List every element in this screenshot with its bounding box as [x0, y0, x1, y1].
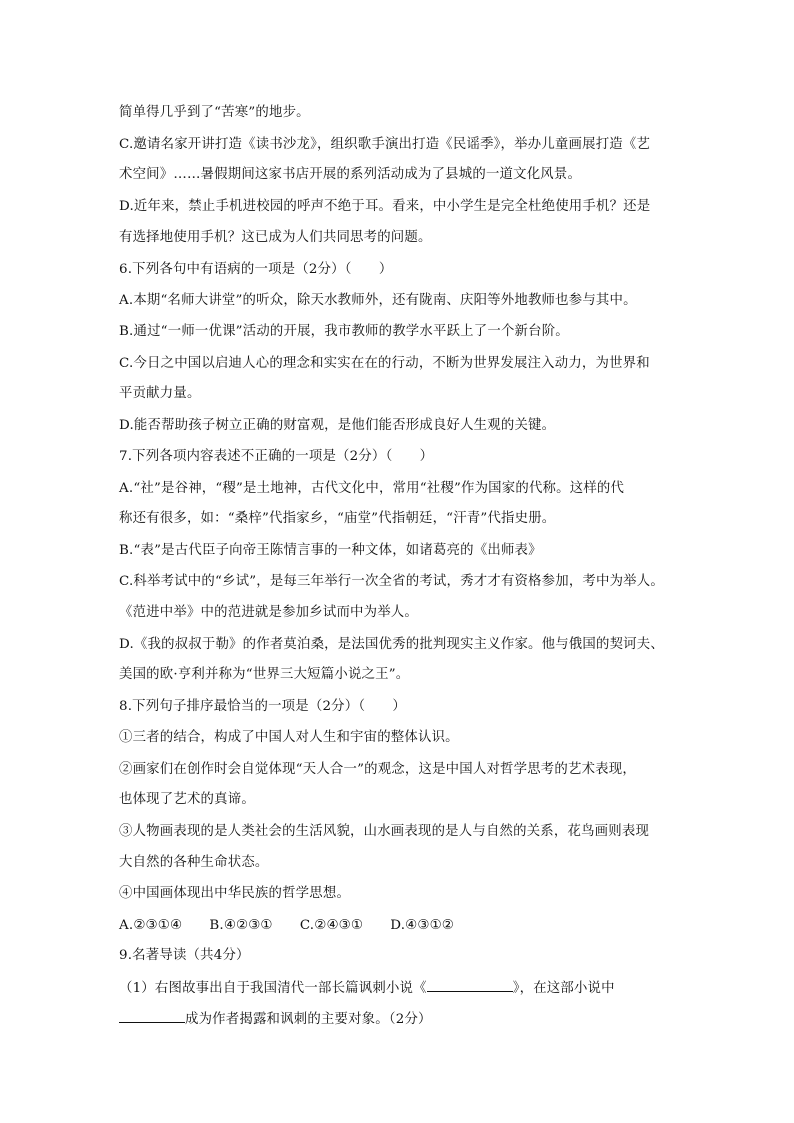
question-8: 8.下列句子排序最恰当的一项是（2分）（ ）: [119, 699, 407, 714]
question-9-1-cont: [119, 1010, 679, 1029]
text-line: 称还有很多，如：“桑梓”代指家乡，“庙堂”代指朝廷，“汗青”代指史册。: [119, 511, 556, 526]
question-9: 9.名著导读（共4分）: [119, 948, 250, 963]
text-line: 术空间》……暑假期间这家书店开展的系列活动成为了县城的一道文化风景。: [119, 167, 582, 182]
option-a-line: A.本期“名师大讲堂”的听众，除天水教师外，还有陇南、庆阳等外地教师也参与其中。: [119, 293, 637, 308]
option-d-line: D.《我的叔叔于勒》的作者莫泊桑，是法国优秀的批判现实主义作家。他与俄国的契诃夫、: [119, 637, 664, 652]
text-line: 美国的欧·亨利并称为“世界三大短篇小说之王”。: [119, 667, 410, 682]
option-b-line: B.通过“一师一优课”活动的开展，我市教师的教学水平跃上了一个新台阶。: [119, 324, 569, 339]
novel-title-blank[interactable]: [427, 979, 513, 992]
option-a-line: A.“社”是谷神，“稷”是土地神，古代文化中，常用“社稷”作为国家的代称。这样的代: [119, 481, 625, 496]
text-line: 也体现了艺术的真谛。: [119, 792, 255, 807]
question-9-1-part1: （1）右图故事出自于我国清代一部长篇讽刺小说《: [119, 981, 427, 996]
text-line: 大自然的各种生命状态。: [119, 855, 269, 870]
option-b-line: B.“表”是古代臣子向帝王陈情言事的一种文体，如诸葛亮的《出师表》: [119, 543, 542, 558]
target-blank[interactable]: [119, 1010, 185, 1023]
sentence-2: ②画家们在创作时会自觉体现“天人合一”的观念，这是中国人对哲学思考的艺术表现，: [119, 762, 636, 777]
answer-options: A.②③①④ B.④②③① C.②④③① D.④③①②: [119, 918, 454, 933]
option-d-line: D.近年来，禁止手机进校园的呼声不绝于耳。看来，中小学生是完全杜绝使用手机？还是: [119, 199, 651, 214]
text-line: 有选择地使用手机？这已成为人们共同思考的问题。: [119, 230, 432, 245]
question-9-1-part2: 》，在这部小说中: [512, 981, 615, 996]
question-9-1-part3: 成为作者揭露和讽刺的主要对象。（2分）: [185, 1012, 432, 1027]
option-c-line: C.邀请名家开讲打造《读书沙龙》，组织歌手演出打造《民谣季》，举办儿童画展打造《艺: [119, 137, 651, 152]
question-6: 6.下列各句中有语病的一项是（2分）（ ）: [119, 262, 393, 277]
sentence-1: ①三者的结合，构成了中国人对人生和宇宙的整体认识。: [119, 730, 459, 745]
sentence-4: ④中国画体现出中华民族的哲学思想。: [119, 886, 351, 901]
option-c-line: C.科举考试中的“乡试”，是每三年举行一次全省的考试，秀才才有资格参加，考中为举人。: [119, 574, 664, 589]
question-9-1: [119, 979, 679, 998]
option-d-line: D.能否帮助孩子树立正确的财富观，是他们能否形成良好人生观的关键。: [119, 418, 556, 433]
text-line: 简单得几乎到了“苦寒”的地步。: [119, 105, 310, 120]
question-7: 7.下列各项内容表述不正确的一项是（2分）（ ）: [119, 449, 434, 464]
text-line: 《范进中举》中的范进就是参加乡试而中为举人。: [119, 605, 418, 620]
sentence-3: ③人物画表现的是人类社会的生活风貌，山水画表现的是人与自然的关系，花鸟画则表现: [119, 824, 650, 839]
option-c-line: C.今日之中国以启迪人心的理念和实实在在的行动，不断为世界发展注入动力，为世界和: [119, 356, 650, 371]
text-line: 平贡献力量。: [119, 386, 201, 401]
